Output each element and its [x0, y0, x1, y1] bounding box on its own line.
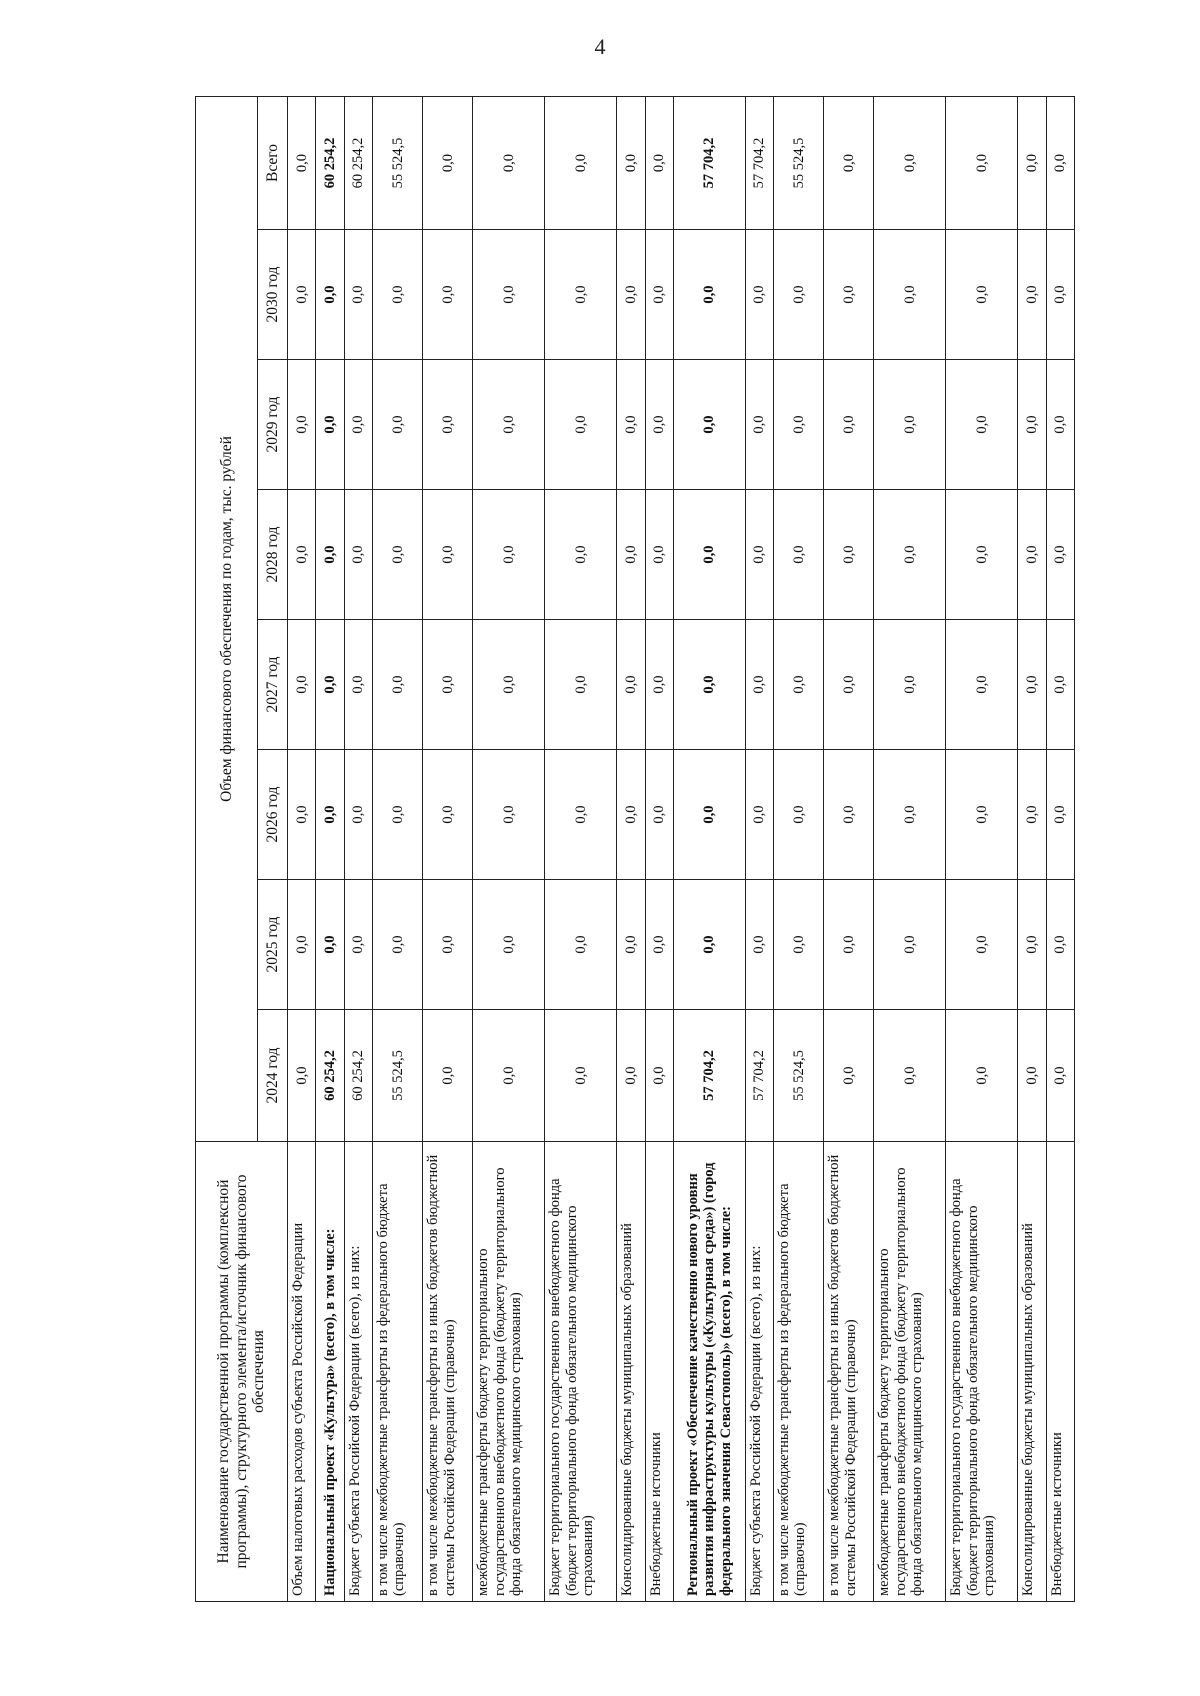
row-value: 0,0 — [373, 750, 423, 880]
table-row — [473, 97, 545, 1602]
row-value: 0,0 — [824, 1010, 874, 1142]
row-value: 0,0 — [423, 360, 473, 490]
row-value: 0,0 — [673, 490, 745, 620]
row-value: 0,0 — [824, 750, 874, 880]
row-value: 0,0 — [824, 490, 874, 620]
row-value: 0,0 — [617, 1010, 645, 1142]
page-number: 4 — [594, 34, 606, 59]
row-value: 55 524,5 — [373, 1010, 423, 1142]
row-value: 0,0 — [316, 230, 344, 360]
row-value: 0,0 — [874, 1010, 946, 1142]
row-value: 0,0 — [423, 490, 473, 620]
row-value: 55 524,5 — [373, 97, 423, 230]
row-name: Региональный проект «Обеспечение качественно нового уровня развития инфраструктуры культуры («Культурная среда») (город федерального значения Севастополь)» (всего), в том числе: — [673, 1142, 745, 1602]
header-year-5: 2029 год — [258, 360, 288, 490]
row-name: межбюджетные трансферты бюджету территориального государственного внебюджетного фонда (бюджету территориального фонда обязательного медицинского страхования) — [473, 1142, 545, 1602]
row-value: 0,0 — [423, 1010, 473, 1142]
row-value: 0,0 — [316, 880, 344, 1010]
row-value: 0,0 — [1046, 490, 1074, 620]
row-value: 0,0 — [373, 880, 423, 1010]
row-value: 0,0 — [645, 360, 673, 490]
table-row — [316, 97, 344, 1602]
row-value: 0,0 — [774, 620, 824, 750]
row-name: Консолидированные бюджеты муниципальных образований — [1018, 1142, 1046, 1602]
row-value: 0,0 — [774, 750, 824, 880]
row-name: Внебюджетные источники — [645, 1142, 673, 1602]
table-row — [617, 97, 645, 1602]
row-value: 0,0 — [344, 490, 372, 620]
row-value: 0,0 — [473, 620, 545, 750]
row-value: 0,0 — [1018, 1010, 1046, 1142]
row-value: 0,0 — [316, 620, 344, 750]
row-value: 0,0 — [1018, 230, 1046, 360]
row-value: 0,0 — [745, 230, 773, 360]
row-value: 0,0 — [946, 360, 1018, 490]
row-value: 0,0 — [946, 490, 1018, 620]
row-name: Бюджет территориального государственного внебюджетного фонда (бюджет территориального фонда обязательного медицинского страхования) — [545, 1142, 617, 1602]
row-value: 0,0 — [946, 880, 1018, 1010]
row-value: 0,0 — [545, 97, 617, 230]
row-value: 0,0 — [745, 750, 773, 880]
row-value: 0,0 — [645, 1010, 673, 1142]
row-value: 0,0 — [423, 620, 473, 750]
header-year-0: 2024 год — [258, 1010, 288, 1142]
row-value: 0,0 — [1046, 1010, 1074, 1142]
row-value: 0,0 — [473, 750, 545, 880]
row-value: 0,0 — [946, 230, 1018, 360]
table-row — [673, 97, 745, 1602]
row-value: 0,0 — [1018, 880, 1046, 1010]
table-row — [824, 97, 874, 1602]
row-value: 0,0 — [373, 490, 423, 620]
table-row — [423, 97, 473, 1602]
row-value: 57 704,2 — [745, 97, 773, 230]
table-row — [1046, 97, 1074, 1602]
row-value: 60 254,2 — [344, 1010, 372, 1142]
row-value: 0,0 — [617, 750, 645, 880]
row-value: 0,0 — [545, 490, 617, 620]
row-value: 0,0 — [373, 230, 423, 360]
row-value: 0,0 — [824, 620, 874, 750]
row-value: 0,0 — [545, 1010, 617, 1142]
row-value: 0,0 — [288, 620, 316, 750]
row-value: 0,0 — [874, 360, 946, 490]
table-row — [344, 97, 372, 1602]
row-value: 0,0 — [473, 1010, 545, 1142]
row-value: 0,0 — [1046, 360, 1074, 490]
row-name: Бюджет субъекта Российской Федерации (всего), из них: — [745, 1142, 773, 1602]
row-value: 0,0 — [1018, 360, 1046, 490]
table-row — [745, 97, 773, 1602]
row-value: 57 704,2 — [673, 97, 745, 230]
row-value: 0,0 — [1018, 620, 1046, 750]
header-year-7: Всего — [258, 97, 288, 230]
table-row — [373, 97, 423, 1602]
row-value: 0,0 — [288, 1010, 316, 1142]
row-value: 0,0 — [745, 360, 773, 490]
row-name: Бюджет субъекта Российской Федерации (всего), из них: — [344, 1142, 372, 1602]
row-value: 57 704,2 — [745, 1010, 773, 1142]
row-value: 0,0 — [774, 230, 824, 360]
row-value: 0,0 — [874, 880, 946, 1010]
row-value: 0,0 — [645, 490, 673, 620]
row-value: 0,0 — [824, 230, 874, 360]
row-value: 0,0 — [673, 750, 745, 880]
row-value: 0,0 — [774, 360, 824, 490]
row-value: 0,0 — [617, 230, 645, 360]
row-value: 0,0 — [344, 360, 372, 490]
row-name: в том числе межбюджетные трансферты из иных бюджетов бюджетной системы Российской Федерации (справочно) — [824, 1142, 874, 1602]
header-year-6: 2030 год — [258, 230, 288, 360]
row-name: Национальный проект «Культура» (всего), в том числе: — [316, 1142, 344, 1602]
row-value: 0,0 — [1018, 750, 1046, 880]
row-value: 0,0 — [617, 360, 645, 490]
row-value: 0,0 — [617, 490, 645, 620]
row-value: 0,0 — [1046, 97, 1074, 230]
header-volume-column: Объем финансового обеспечения по годам, тыс. рублей — [196, 97, 258, 1142]
financing-table — [195, 96, 1075, 1602]
row-name: Объем налоговых расходов субъекта Российской Федерации — [288, 1142, 316, 1602]
table-row — [1018, 97, 1046, 1602]
row-value: 0,0 — [344, 750, 372, 880]
row-value: 57 704,2 — [673, 1010, 745, 1142]
rotated-table-container — [195, 97, 1075, 1602]
row-value: 0,0 — [373, 620, 423, 750]
row-value: 0,0 — [645, 230, 673, 360]
row-value: 0,0 — [344, 620, 372, 750]
row-value: 0,0 — [423, 97, 473, 230]
row-value: 0,0 — [373, 360, 423, 490]
row-value: 0,0 — [645, 880, 673, 1010]
row-value: 0,0 — [423, 230, 473, 360]
row-value: 0,0 — [473, 490, 545, 620]
row-value: 0,0 — [774, 880, 824, 1010]
row-value: 0,0 — [288, 360, 316, 490]
row-value: 0,0 — [874, 490, 946, 620]
row-value: 0,0 — [617, 620, 645, 750]
row-name: в том числе межбюджетные трансферты из федерального бюджета (справочно) — [373, 1142, 423, 1602]
header-year-1: 2025 год — [258, 880, 288, 1010]
row-name: межбюджетные трансферты бюджету территориального государственного внебюджетного фонда (бюджету территориального фонда обязательного медицинского страхования) — [874, 1142, 946, 1602]
row-value: 0,0 — [423, 750, 473, 880]
row-value: 0,0 — [1046, 750, 1074, 880]
header-name-column: Наименование государственной программы (комплексной программы), структурного элемента/источник финансового обеспечения — [196, 1142, 288, 1602]
row-value: 60 254,2 — [316, 1010, 344, 1142]
row-value: 0,0 — [673, 880, 745, 1010]
row-value: 60 254,2 — [344, 97, 372, 230]
row-value: 0,0 — [745, 490, 773, 620]
row-value: 0,0 — [946, 620, 1018, 750]
header-year-4: 2028 год — [258, 490, 288, 620]
row-name: в том числе межбюджетные трансферты из иных бюджетов бюджетной системы Российской Федерации (справочно) — [423, 1142, 473, 1602]
row-value: 0,0 — [288, 750, 316, 880]
row-value: 0,0 — [673, 620, 745, 750]
row-value: 0,0 — [645, 620, 673, 750]
table-row — [545, 97, 617, 1602]
row-value: 0,0 — [545, 750, 617, 880]
row-value: 0,0 — [645, 97, 673, 230]
row-value: 0,0 — [645, 750, 673, 880]
row-value: 0,0 — [1046, 230, 1074, 360]
row-value: 0,0 — [545, 230, 617, 360]
row-value: 0,0 — [745, 880, 773, 1010]
row-value: 0,0 — [673, 230, 745, 360]
row-value: 0,0 — [545, 880, 617, 1010]
row-value: 0,0 — [1046, 880, 1074, 1010]
row-value: 0,0 — [874, 97, 946, 230]
row-value: 0,0 — [316, 750, 344, 880]
row-value: 0,0 — [874, 230, 946, 360]
row-value: 0,0 — [745, 620, 773, 750]
row-value: 0,0 — [473, 880, 545, 1010]
row-value: 0,0 — [946, 1010, 1018, 1142]
row-value: 0,0 — [288, 490, 316, 620]
table-body — [288, 97, 1075, 1602]
row-value: 0,0 — [288, 880, 316, 1010]
table-row — [874, 97, 946, 1602]
row-value: 0,0 — [423, 880, 473, 1010]
row-value: 0,0 — [617, 880, 645, 1010]
row-name: Бюджет территориального государственного внебюджетного фонда (бюджет территориального фонда обязательного медицинского страхования) — [946, 1142, 1018, 1602]
row-value: 0,0 — [316, 490, 344, 620]
row-name: в том числе межбюджетные трансферты из федерального бюджета (справочно) — [774, 1142, 824, 1602]
header-year-2: 2026 год — [258, 750, 288, 880]
row-value: 55 524,5 — [774, 1010, 824, 1142]
row-name: Консолидированные бюджеты муниципальных образований — [617, 1142, 645, 1602]
row-value: 0,0 — [316, 360, 344, 490]
row-value: 55 524,5 — [774, 97, 824, 230]
row-value: 0,0 — [545, 360, 617, 490]
row-value: 0,0 — [288, 230, 316, 360]
row-value: 0,0 — [1018, 490, 1046, 620]
row-value: 0,0 — [946, 750, 1018, 880]
row-value: 0,0 — [824, 880, 874, 1010]
row-value: 0,0 — [946, 97, 1018, 230]
row-value: 0,0 — [1046, 620, 1074, 750]
row-value: 0,0 — [1018, 97, 1046, 230]
row-value: 0,0 — [673, 360, 745, 490]
row-value: 0,0 — [288, 97, 316, 230]
row-value: 0,0 — [874, 620, 946, 750]
header-year-3: 2027 год — [258, 620, 288, 750]
table-row — [645, 97, 673, 1602]
row-value: 0,0 — [824, 97, 874, 230]
table-row — [288, 97, 316, 1602]
row-value: 0,0 — [473, 230, 545, 360]
row-value: 0,0 — [824, 360, 874, 490]
row-value: 60 254,2 — [316, 97, 344, 230]
row-value: 0,0 — [774, 490, 824, 620]
row-value: 0,0 — [473, 360, 545, 490]
row-value: 0,0 — [344, 880, 372, 1010]
table-row — [774, 97, 824, 1602]
row-value: 0,0 — [344, 230, 372, 360]
table-row — [946, 97, 1018, 1602]
row-name: Внебюджетные источники — [1046, 1142, 1074, 1602]
row-value: 0,0 — [545, 620, 617, 750]
row-value: 0,0 — [473, 97, 545, 230]
row-value: 0,0 — [874, 750, 946, 880]
row-value: 0,0 — [617, 97, 645, 230]
